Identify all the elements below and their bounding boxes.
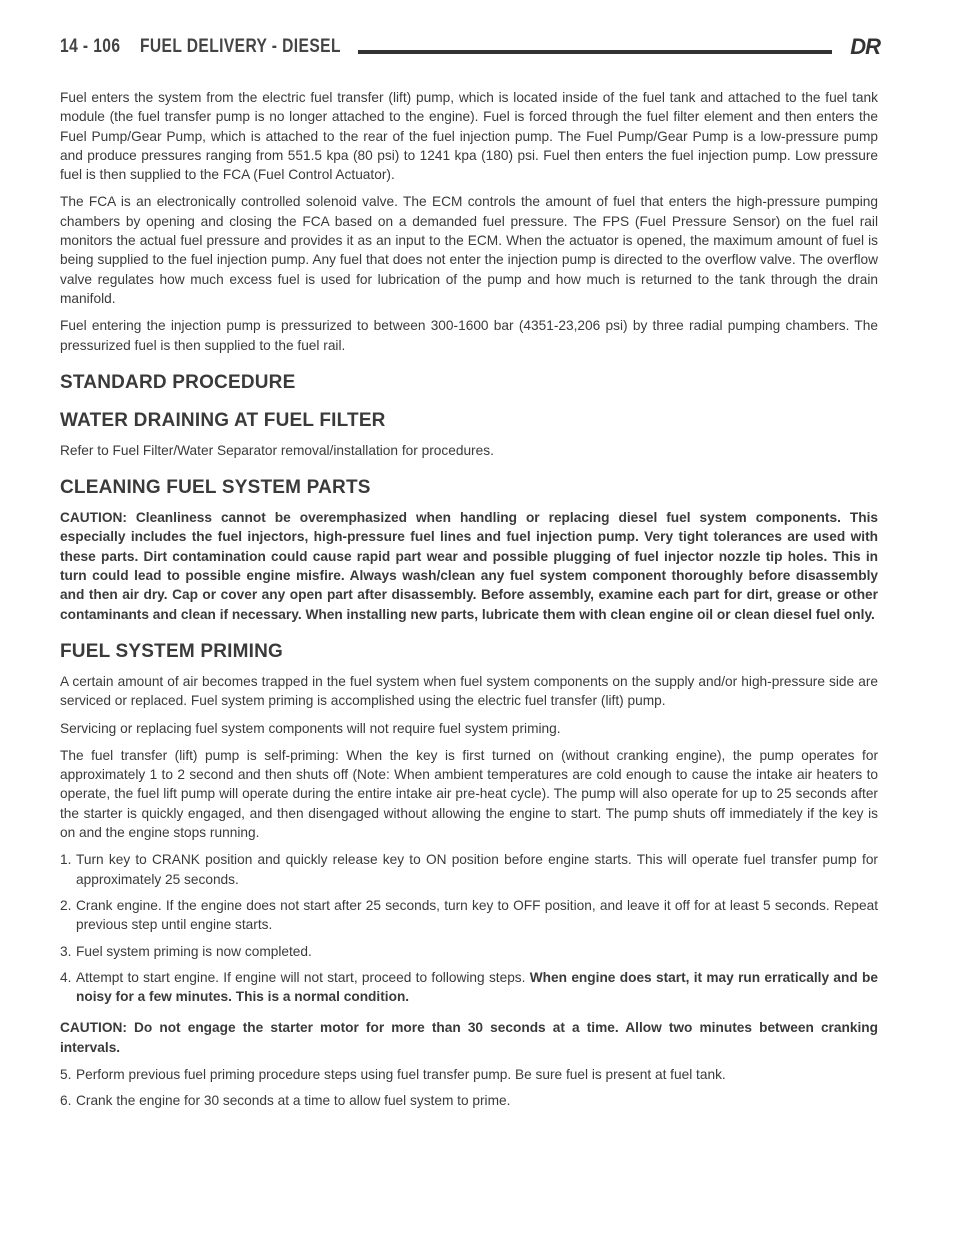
step-4: [60, 968, 878, 1007]
step-6: [60, 1091, 878, 1110]
priming-heading: FUEL SYSTEM PRIMING: [60, 640, 284, 662]
page-number: 14 - 106: [60, 36, 121, 57]
cranking-caution: CAUTION: Do not engage the starter motor for more than 30 seconds at a time. Allow two minutes between cranking intervals.: [60, 1020, 878, 1055]
step-2: [60, 896, 878, 935]
step-number: 5.: [60, 1066, 72, 1082]
intro-paragraph-2: The FCA is an electronically controlled solenoid valve. The ECM controls the amount of fuel that enters the high-pressure pumping chambers by opening and closing the FCA based on a demanded fuel pressure. The FPS (Fuel Pressure Sensor) on the fuel rail monitors the actual fuel pressure and provides it as an input to the ECM. When the actuator is opened, the maximum amount of fuel is being supplied to the fuel injection pump. Any fuel that does not enter the injection pump is directed to the overflow valve. The overflow valve regulates how much excess fuel is used for lubrication of the pump and how much is returned to the tank through the drain manifold.: [60, 194, 878, 306]
page-header: [60, 36, 880, 66]
step-1: [60, 850, 878, 889]
intro-paragraph-1: Fuel enters the system from the electric fuel transfer (lift) pump, which is located inside of the fuel tank and attached to the fuel tank module (the fuel transfer pump is no longer attached to the engine). Fuel is forced through the fuel filter element and then enters the Fuel Pump/Gear Pump, which is attached to the rear of the fuel injection pump. The Fuel Pump/Gear Pump is a low-pressure pump and produce pressures ranging from 551.5 kpa (80 psi) to 1241 kpa (180) psi. Fuel then enters the fuel injection pump. Low pressure fuel is then supplied to the FCA (Fuel Control Actuator).: [60, 90, 878, 183]
step-text: Turn key to CRANK position and quickly release key to ON position before engine starts. This will operate fuel transfer pump for approximately 25 seconds.: [76, 852, 878, 887]
priming-paragraph-2: Servicing or replacing fuel system components will not require fuel system priming.: [60, 720, 561, 736]
step-3: [60, 942, 878, 961]
step-number: 2.: [60, 897, 72, 913]
priming-paragraph-3: The fuel transfer (lift) pump is self-priming: When the key is first turned on (without cranking engine), the pump operates for approximately 1 to 2 second and then shuts off (Note: When ambient temperatures are cold enough to cause the intake air heaters to operate, the fuel lift pump will operate during the entire intake air pre-heat cycle). The pump will also operate for up to 25 seconds after the starter is quickly engaged, and then disengaged without allowing the engine to start. The pump shuts off immediately if the key is on and the engine stops running.: [60, 747, 878, 841]
step-number: 6.: [60, 1093, 72, 1109]
header-rule: [358, 50, 832, 54]
water-draining-text: Refer to Fuel Filter/Water Separator removal/installation for procedures.: [60, 442, 494, 458]
cleaning-caution: CAUTION: Cleanliness cannot be overemphasized when handling or replacing diesel fuel system components. This especially includes the fuel injectors, high-pressure fuel lines and fuel injection pump. Very tight tolerances are used with these parts. Dirt contamination could cause rapid part wear and possible plugging of fuel injector nozzle tip holes. This in turn could lead to possible engine misfire. Always wash/clean any fuel system component thoroughly before disassembly and then air dry. Cap or cover any open part after disassembly. Before assembly, examine each part for dirt, grease or other contaminants and clean if necessary. When installing new parts, lubricate them with clean engine oil or clean diesel fuel only.: [60, 510, 878, 622]
step-number: 3.: [60, 943, 72, 959]
step-text: Crank engine. If the engine does not start after 25 seconds, turn key to OFF position, and leave it off for at least 5 seconds. Repeat previous step until engine starts.: [76, 897, 878, 933]
step-text: Crank the engine for 30 seconds at a time to allow fuel system to prime.: [76, 1093, 511, 1109]
step-text: Perform previous fuel priming procedure steps using fuel transfer pump. Be sure fuel is present at fuel tank.: [76, 1066, 726, 1082]
section-title: FUEL DELIVERY - DIESEL: [139, 36, 341, 57]
standard-procedure-heading: STANDARD PROCEDURE: [60, 371, 296, 393]
step-text: Attempt to start engine. If engine will not start, proceed to following steps.: [76, 969, 530, 985]
model-code: DR: [850, 34, 880, 59]
cleaning-heading: CLEANING FUEL SYSTEM PARTS: [60, 477, 371, 499]
step-number: 1.: [60, 852, 72, 868]
header-title-group: [60, 36, 341, 58]
step-bold-note: When engine does start, it may run erratically and be noisy for a few minutes. This is a normal condition.: [76, 969, 878, 1005]
step-5: [60, 1065, 878, 1084]
water-draining-heading: WATER DRAINING AT FUEL FILTER: [60, 409, 386, 431]
intro-paragraph-3: Fuel entering the injection pump is pressurized to between 300-1600 bar (4351-23,206 psi) by three radial pumping chambers. The pressurized fuel is then supplied to the fuel rail.: [60, 318, 878, 353]
document-body: [60, 88, 878, 1118]
step-number: 4.: [60, 969, 72, 985]
step-text: Fuel system priming is now completed.: [76, 943, 312, 959]
priming-paragraph-1: A certain amount of air becomes trapped in the fuel system when fuel system components on the supply and/or high-pressure side are serviced or replaced. Fuel system priming is accomplished using the electric fuel transfer (lift) pump.: [60, 673, 878, 709]
step-text-group: [76, 968, 878, 1007]
